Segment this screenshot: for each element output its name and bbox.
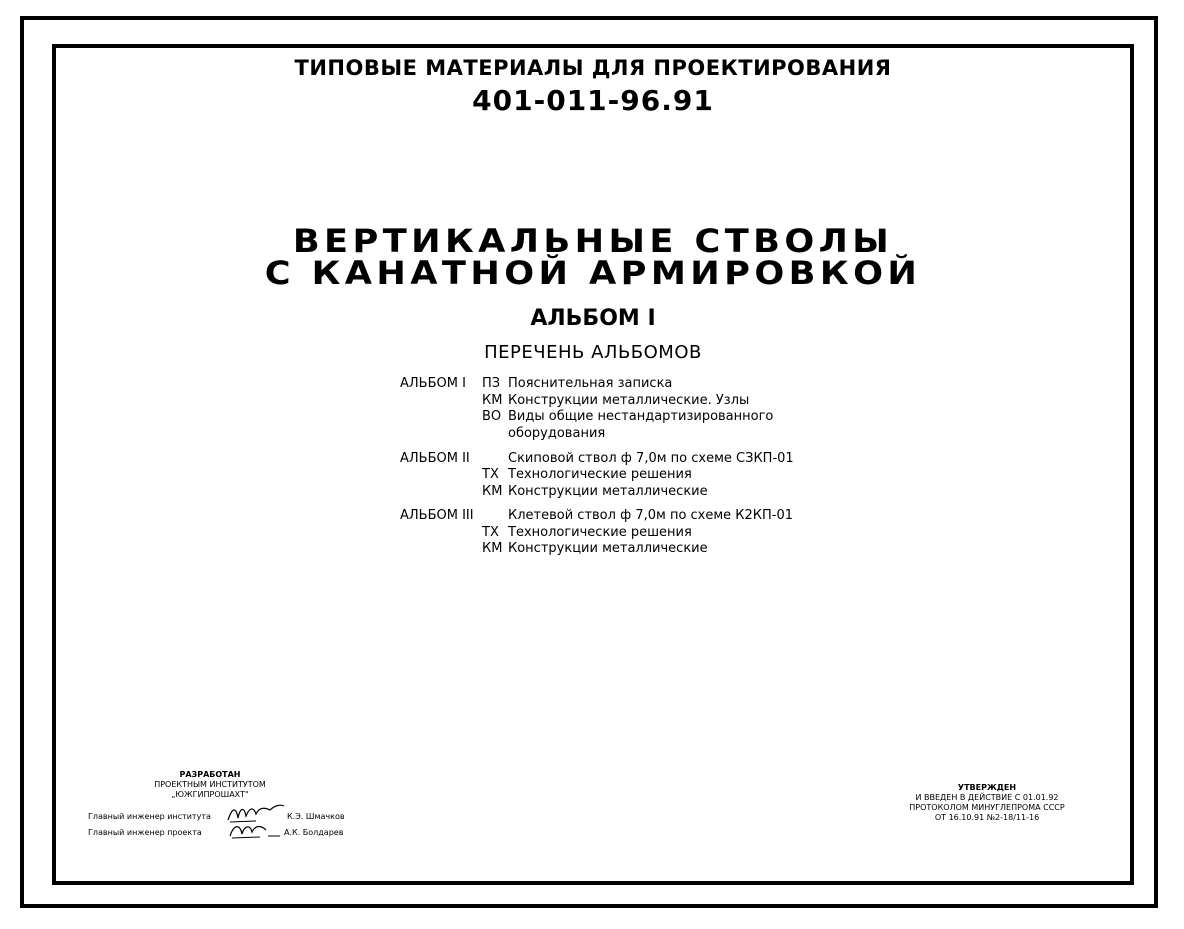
album-3-item-1-text: Клетевой ствол ф 7,0м по схеме К2КП-01 bbox=[508, 508, 794, 523]
album-2-item-2-code: ТХ bbox=[482, 467, 499, 482]
album-3-item-2-code: ТХ bbox=[482, 525, 499, 540]
album-2-item-3-text: Конструкции металлические bbox=[508, 484, 708, 499]
approved-effective-date: И ВВЕДЕН В ДЕЙСТВИЕ С 01.01.92 bbox=[915, 793, 1059, 802]
chief-engineer-institute-label: Главный инженер института bbox=[88, 812, 211, 821]
album-1-item-4-text: оборудования bbox=[508, 426, 606, 441]
album-1-item-3-text: Виды общие нестандартизированного bbox=[508, 409, 774, 424]
album-2-item-1-text: Скиповой ствол ф 7,0м по схеме СЗКП-01 bbox=[508, 451, 794, 466]
approved-protocol: ПРОТОКОЛОМ МИНУГЛЕПРОМА СССР bbox=[909, 803, 1065, 812]
developed-institute-line: ПРОЕКТНЫМ ИНСТИТУТОМ bbox=[154, 780, 266, 789]
album-1-item-1-text: Пояснительная записка bbox=[508, 376, 673, 391]
album-3-item-3-text: Конструкции металлические bbox=[508, 541, 708, 556]
signature-boldarev bbox=[226, 820, 282, 840]
main-title-line-2: С КАНАТНОЙ АРМИРОВКОЙ bbox=[264, 254, 922, 292]
chief-engineer-project-name: А.К. Болдарев bbox=[284, 828, 344, 837]
album-list-heading: ПЕРЕЧЕНЬ АЛЬБОМОВ bbox=[484, 342, 702, 363]
album-2-label: АЛЬБОМ II bbox=[400, 451, 470, 466]
album-3-item-2-text: Технологические решения bbox=[508, 525, 692, 540]
chief-engineer-project-label: Главный инженер проекта bbox=[88, 828, 202, 837]
main-title-line-1: ВЕРТИКАЛЬНЫЕ СТВОЛЫ bbox=[292, 222, 894, 260]
album-1-item-2-code: КМ bbox=[482, 393, 503, 408]
album-2-item-3-code: КМ bbox=[482, 484, 503, 499]
album-heading: АЛЬБОМ I bbox=[530, 306, 656, 331]
header-title: ТИПОВЫЕ МАТЕРИАЛЫ ДЛЯ ПРОЕКТИРОВАНИЯ bbox=[294, 56, 892, 80]
developed-heading: РАЗРАБОТАН bbox=[179, 770, 241, 779]
album-3-item-3-code: КМ bbox=[482, 541, 503, 556]
developed-institute-name: „ЮЖГИПРОШАХТ" bbox=[171, 790, 249, 799]
document-number: 401-011-96.91 bbox=[472, 84, 714, 117]
album-3-label: АЛЬБОМ III bbox=[400, 508, 474, 523]
approved-heading: УТВЕРЖДЕН bbox=[957, 783, 1017, 792]
chief-engineer-institute-name: К.Э. Шмачков bbox=[287, 812, 345, 821]
approved-protocol-date: ОТ 16.10.91 №2-18/11-16 bbox=[934, 813, 1040, 822]
album-2-item-2-text: Технологические решения bbox=[508, 467, 692, 482]
album-1-item-1-code: ПЗ bbox=[482, 376, 501, 391]
album-1-item-2-text: Конструкции металлические. Узлы bbox=[508, 393, 750, 408]
album-1-label: АЛЬБОМ I bbox=[400, 376, 466, 391]
album-1-item-3-code: ВО bbox=[482, 409, 502, 424]
